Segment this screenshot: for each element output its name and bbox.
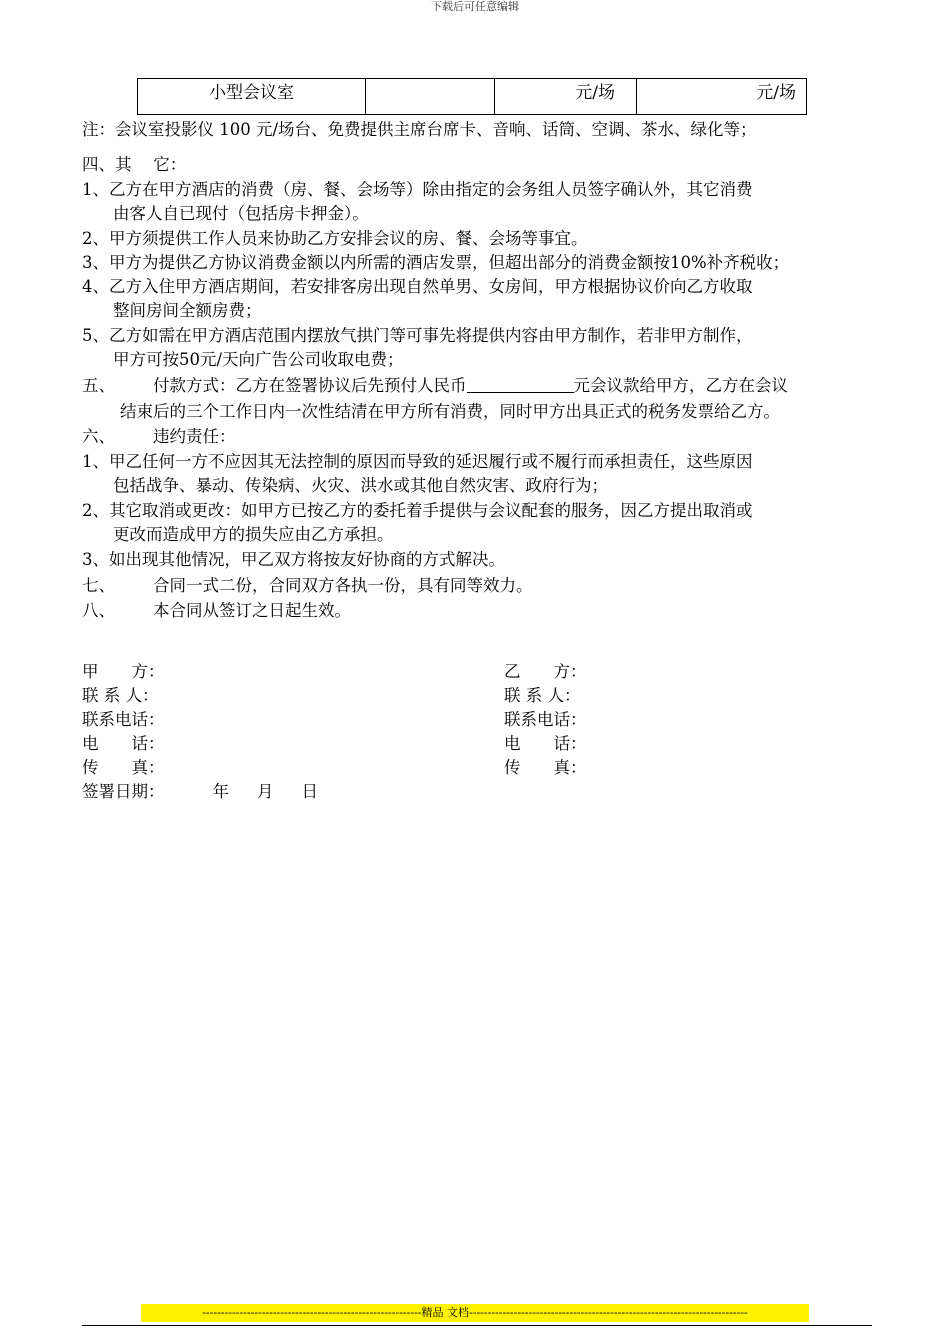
footer-dashes: ----------------------------------------------------------- [202, 1306, 422, 1319]
party-b-signature-block [504, 660, 587, 780]
clause-line: 4、乙方入住甲方酒店期间，若安排客房出现自然单男、女房间，甲方根据协议价向乙方收取 [82, 277, 753, 296]
clause-line: 3、甲方为提供乙方协议消费金额以内所需的酒店发票，但超出部分的消费金额按10%补齐税收； [82, 253, 790, 272]
clause-line: 3、如出现其他情况，甲乙双方将按友好协商的方式解决。 [82, 550, 505, 569]
amount-blank [467, 374, 574, 393]
signature-field-label: 电 话： [82, 734, 165, 753]
signature-field-label: 联系电话： [504, 710, 587, 729]
month-label: 月 [257, 782, 274, 801]
section-text: 本合同从签订之日起生效。 [153, 601, 351, 620]
clause-line: 2、其它取消或更改：如甲方已按乙方的委托着手提供与会议配套的服务，因乙方提出取消或 [82, 501, 753, 520]
section-text: 合同一式二份，合同双方各执一份，具有同等效力。 [153, 576, 533, 595]
section-number: 五、 [82, 376, 115, 395]
clause-line: 结束后的三个工作日内一次性结清在甲方所有消费，同时甲方出具正式的税务发票给乙方。 [120, 402, 780, 421]
clause-line: 1、乙方在甲方酒店的消费（房、餐、会场等）除由指定的会务组人员签字确认外，其它消费 [82, 180, 753, 199]
table-row [138, 79, 807, 115]
party-a-signature-block [82, 660, 318, 804]
signing-date-row [82, 780, 318, 804]
signature-field-label: 传 真： [82, 758, 165, 777]
meeting-room-rate-table [137, 78, 807, 115]
clause-line: 整间房间全额房费； [113, 301, 262, 320]
clause-line: 甲方可按50元/天向广告公司收取电费； [113, 350, 404, 369]
section-title: 违约责任： [153, 427, 236, 446]
rate-cell: 元/场 [637, 79, 807, 115]
clause-line: 5、乙方如需在甲方酒店范围内摆放气拱门等可事先将提供内容由甲方制作，若非甲方制作， [82, 326, 753, 345]
room-name-cell: 小型会议室 [138, 79, 366, 115]
section-line [82, 574, 533, 598]
footer-label: 精品 文档 [421, 1306, 470, 1319]
clause-line: 由客人自已现付（包括房卡押金）。 [113, 204, 369, 223]
clause-line: 2、甲方须提供工作人员来协助乙方安排会议的房、餐、会场等事宜。 [82, 229, 588, 248]
signature-field-label: 联 系 人： [504, 686, 581, 705]
section-heading: 四、其 它： [82, 155, 187, 174]
section-heading [82, 425, 236, 449]
clause-line: 更改而造成甲方的损失应由乙方承担。 [113, 525, 394, 544]
payment-clause-line [82, 374, 788, 398]
clause-line: 1、甲乙任何一方不应因其无法控制的原因而导致的延迟履行或不履行而承担责任，这些原因 [82, 452, 753, 471]
section-number: 八、 [82, 601, 115, 620]
signature-field-label: 联 系 人： [82, 686, 159, 705]
signature-field-label: 甲 方： [82, 662, 165, 681]
signature-field-label: 传 真： [504, 758, 587, 777]
signing-date-label: 签署日期： [82, 782, 165, 801]
page-header: 下载后可任意编辑 [431, 0, 519, 13]
signature-field-label: 联系电话： [82, 710, 165, 729]
section-line [82, 599, 351, 623]
payment-text: 元会议款给甲方，乙方在会议 [573, 376, 788, 395]
footer-dashes: --------------------------------------------------------------------------- [469, 1306, 748, 1319]
section-number: 六、 [82, 427, 115, 446]
day-label: 日 [301, 782, 318, 801]
table-note: 注：会议室投影仪 100 元/场台、免费提供主席台席卡、音响、话筒、空调、茶水、绿化等； [82, 120, 757, 139]
footer-rule [82, 1325, 872, 1326]
rate-cell [366, 79, 495, 115]
page-footer-banner [141, 1304, 809, 1322]
section-number: 七、 [82, 576, 115, 595]
year-label: 年 [212, 782, 229, 801]
signature-field-label: 电 话： [504, 734, 587, 753]
signature-field-label: 乙 方： [504, 662, 587, 681]
rate-cell: 元/场 [495, 79, 637, 115]
clause-line: 包括战争、暴动、传染病、火灾、洪水或其他自然灾害、政府行为； [113, 476, 608, 495]
payment-text: 付款方式：乙方在签署协议后先预付人民币 [153, 376, 467, 395]
